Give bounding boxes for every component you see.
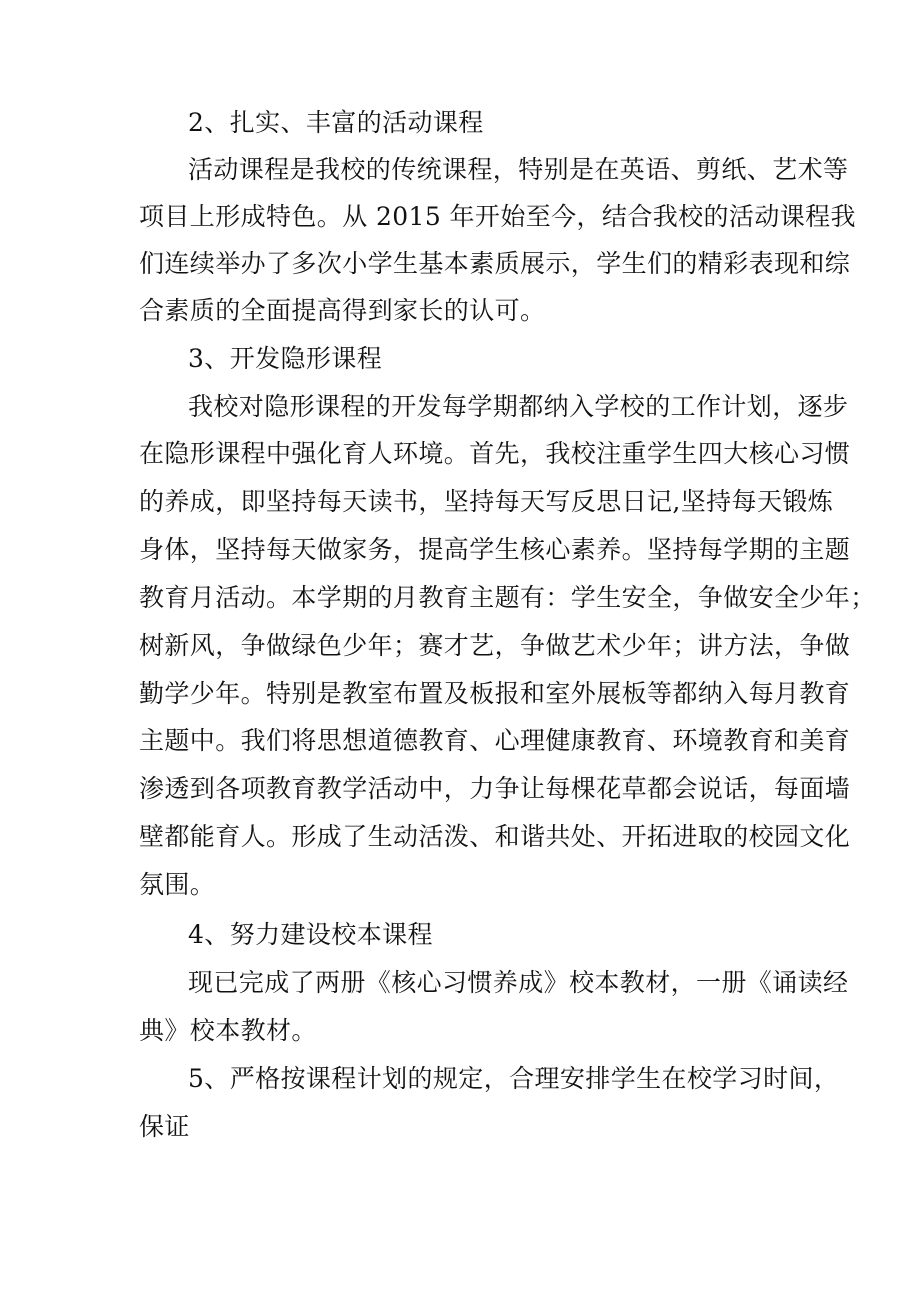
paragraph-line: 的养成，即坚持每天读书，坚持每天写反思日记,坚持每天锻炼	[139, 487, 834, 516]
paragraph-line: 渗透到各项教育教学活动中，力争让每棵花草都会说话，每面墙	[139, 774, 851, 803]
paragraph-line: 主题中。我们将思想道德教育、心理健康教育、环境教育和美育	[139, 726, 851, 755]
paragraph-line: 身体，坚持每天做家务，提高学生核心素养。坚持每学期的主题	[139, 535, 851, 564]
paragraph-line: 壁都能育人。形成了生动活泼、和谐共处、开拓进取的校园文化	[139, 822, 851, 851]
paragraph-line: 树新风，争做绿色少年；赛才艺，争做艺术少年；讲方法，争做	[139, 631, 851, 660]
paragraph-line: 在隐形课程中强化育人环境。首先，我校注重学生四大核心习惯	[139, 439, 851, 468]
heading-course-plan: 5、严格按课程计划的规定，合理安排学生在校学习时间，	[188, 1064, 840, 1093]
heading-school-based-courses: 4、努力建设校本课程	[188, 920, 433, 949]
paragraph-line: 教育月活动。本学期的月教育主题有：学生安全，争做安全少年；	[139, 583, 876, 612]
paragraph-line: 现已完成了两册《核心习惯养成》校本教材，一册《诵读经	[188, 968, 849, 997]
heading-hidden-courses: 3、开发隐形课程	[188, 344, 383, 373]
paragraph-line: 勤学少年。特别是教室布置及板报和室外展板等都纳入每月教育	[139, 679, 851, 708]
paragraph-line: 我校对隐形课程的开发每学期都纳入学校的工作计划，逐步	[188, 392, 849, 421]
heading-activity-courses: 2、扎实、丰富的活动课程	[188, 108, 484, 137]
paragraph-line: 合素质的全面提高得到家长的认可。	[139, 296, 546, 325]
paragraph-line: 们连续举办了多次小学生基本素质展示，学生们的精彩表现和综	[139, 249, 851, 278]
paragraph-line: 项目上形成特色。从 2015 年开始至今，结合我校的活动课程我	[139, 202, 856, 231]
paragraph-line: 氛围。	[139, 870, 216, 899]
paragraph-line: 活动课程是我校的传统课程，特别是在英语、剪纸、艺术等	[188, 155, 849, 184]
paragraph-line: 典》校本教材。	[139, 1016, 317, 1045]
paragraph-line: 保证	[139, 1112, 190, 1141]
